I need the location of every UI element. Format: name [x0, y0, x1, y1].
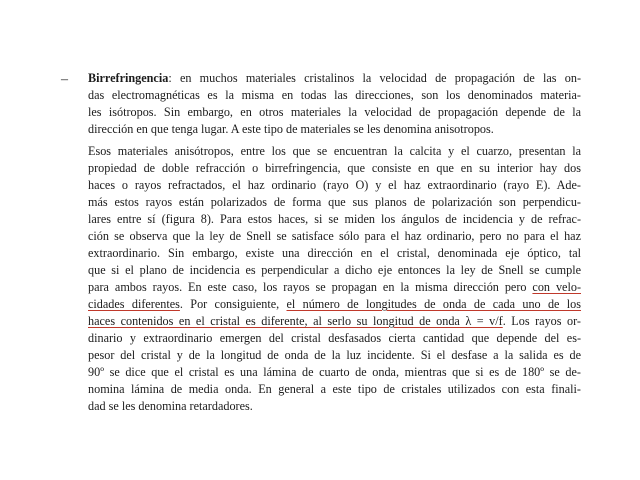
para2-line-2: propiedad de doble refracción o birrefringencia, que consiste en que en su interior hay dos: [88, 161, 581, 175]
para2-line-3: haces o rayos refractados, el haz ordinario (rayo O) y el haz extraordinario (rayo E). Ade-: [88, 178, 581, 192]
para1-line-1: Birrefringencia: en muchos materiales cristalinos la velocidad de propagación de las on-: [88, 71, 581, 85]
bullet-dash: –: [61, 72, 68, 87]
para2-line-12: dinario y extraordinario emergen del cristal desfasados cierta cantidad que depende del es-: [88, 331, 581, 345]
para2-line-8: que si el plano de incidencia es perpendicular a dicho eje entonces la ley de Snell se cumple: [88, 263, 581, 277]
para2-line-10: cidades diferentes. Por consiguiente, el número de longitudes de onda de cada uno de los: [88, 297, 582, 311]
para2-line-13: pesor del cristal y de la longitud de onda de la luz incidente. Si el desfase a la salida es de: [88, 348, 581, 362]
para2-line-4: más estos rayos están polarizados de forma que sus planos de polarización son perpendicu-: [88, 195, 581, 209]
para2-line-11: haces contenidos en el cristal es diferente, al serlo su longitud de onda λ = v/f. Los rayos or-: [88, 314, 581, 328]
para2-line-1: Esos materiales anisótropos, entre los que se encuentran la calcita y el cuarzo, presentan la: [88, 144, 581, 158]
para1-line-3: les isótropos. Sin embargo, en otros materiales la velocidad de propagación depende de la: [88, 105, 581, 119]
underline-velocidades-1: con velo-: [532, 280, 581, 294]
underline-velocidades-2: cidades diferentes: [88, 297, 180, 311]
para2-line-15: nomina lámina de media onda. En general a este tipo de cristales utilizados con esta finali-: [88, 382, 581, 396]
para1-line-2: das electromagnéticas es la misma en todas las direcciones, son los denominados materia-: [88, 88, 581, 102]
para2-line-16: dad se les denomina retardadores.: [88, 399, 253, 413]
para2-line-7: extraordinario. Sin embargo, existe una dirección en el cristal, denominada eje óptico, tal: [88, 246, 581, 260]
para2-line-14: 90º se dice que el cristal es una lámina de cuarto de onda, mientras que si es de 180º se de-: [88, 365, 581, 379]
para2-line-6: ción se observa que la ley de Snell se satisface sólo para el haz ordinario, pero no para el haz: [88, 229, 581, 243]
term-birrefringencia: Birrefringencia: [88, 71, 169, 85]
para2-line-5: lares entre sí (figura 8). Para estos haces, si se miden los ángulos de incidencia y de refrac-: [88, 212, 581, 226]
para2-line-9: para ambos rayos. En este caso, los rayos se propagan en la misma dirección pero con velo-: [88, 280, 581, 294]
underline-longitudes-2: haces contenidos en el cristal es diferente, al serlo su longitud de onda λ = v/f: [88, 314, 503, 328]
para1-line-4: dirección en que tenga lugar. A este tipo de materiales se les denomina anisotropos.: [88, 122, 494, 136]
underline-longitudes-1: el número de longitudes de onda de cada uno de los: [286, 297, 582, 311]
